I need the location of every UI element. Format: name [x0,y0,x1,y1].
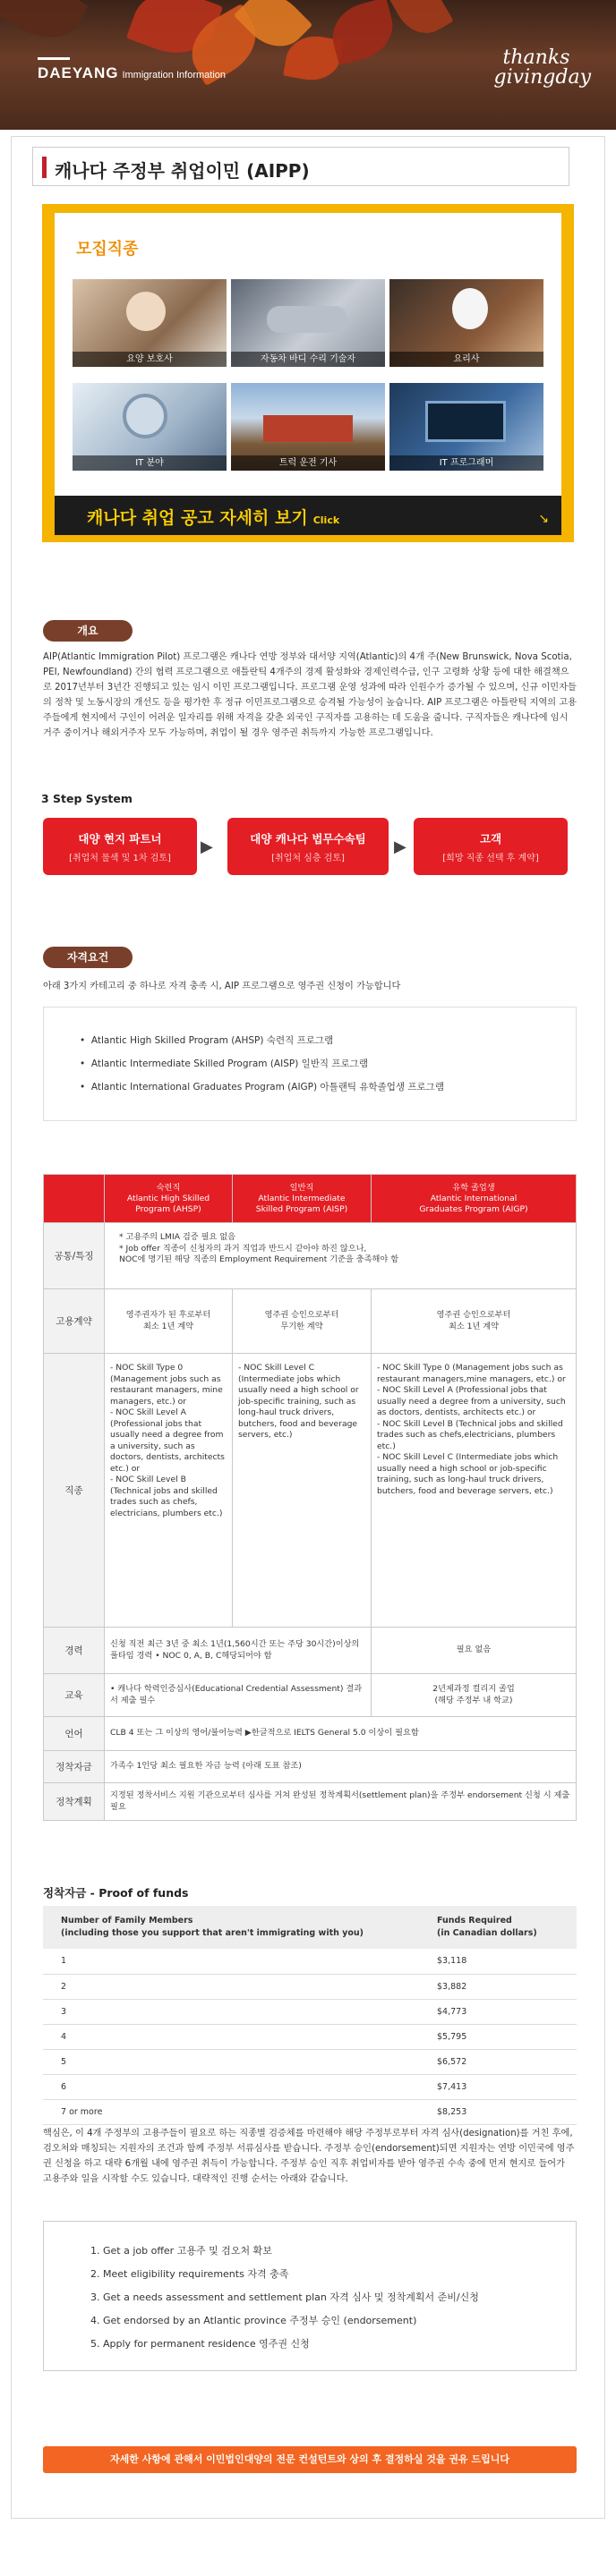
job-caption: 요양 보호사 [73,352,227,367]
process-step: 4. Get endorsed by an Atlantic province 주정부 승인 (endorsement) [90,2315,417,2326]
funds-cell: $6,572 [419,2049,577,2074]
row-header: 직종 [44,1354,105,1628]
program-name: Atlantic International Graduates Program (AIGP) 아틀랜틱 유학졸업생 프로그램 [90,1082,444,1092]
photo-figure [452,288,488,329]
step-arrow-icon: ▶ [201,837,213,856]
funds-cell: $8,253 [419,2099,577,2124]
funds-cell: $3,882 [419,1974,577,1999]
step-main: 고객 [479,832,502,846]
process-step: 1. Get a job offer 고용주 및 검오처 확보 [90,2245,272,2257]
empty-header-cell [44,1175,105,1223]
summary-text: 핵심은, 이 4개 주정부의 고용주들이 필요로 하는 직종별 검증체를 마련해야 해당 주정부로부터 자격 심사(designation)를 거친 후에, 검오처와 매칭되는 지원자의 조건과 함께 주정부 서류심사를 받습니다. 주정부 승인(endorsement)되면 지원자는 연방 이민국에 영주권 신청을 하고 대략 6개월 내에 영주권 취득이 가능합니다. 주정부 승인 직후 취업비자를 받아 영주권 수속 중에 먼저 현지로 들어가 고용주와 일을 시작할 수도 있습니다. 대략적인 진행 순서는 아래와 같습니다. [43,2129,575,2184]
cell: - NOC Skill Type 0 (Management jobs such as restaurant managers, mine managers, etc.) or - NOC Skill Level A (Professional jobs that usually need a degree from a university, such as doctors, dentists, architects etc.) or - NOC Skill Level B (Technical jobs and skilled trades such as chefs, electricians, plumbers etc.) [105,1354,233,1628]
row-header: 정착계획 [44,1783,105,1821]
row-header: 언어 [44,1717,105,1751]
autumn-leaf-decoration [388,0,453,43]
table-row [44,1628,577,1674]
header-en: Skilled Program (AISP) [255,1203,348,1214]
members-cell: 5 [43,2049,419,2074]
job-posting-text: 캐나다 취업 공고 자세히 보기 [87,508,308,528]
table-row [44,1354,577,1628]
header-ko: 숙련직 [156,1182,181,1193]
program-name: Atlantic Intermediate Skilled Program (AISP) 일반직 프로그램 [90,1058,368,1069]
job-posting-link[interactable] [55,496,561,535]
eligibility-intro: 아래 3가지 카테고리 중 하나로 자격 충족 시, AIP 프로그램으로 영주권 신청이 가능합니다 [43,982,401,991]
header-ahsp [105,1175,233,1223]
funds-cell: $3,118 [419,1949,577,1974]
cell: 영주권자가 된 후로부터 최소 1년 계약 [105,1289,233,1354]
thanks-line-2: givingday [493,66,591,89]
program-item: • Atlantic International Graduates Program (AIGP) 아틀랜틱 유학졸업생 프로그램 [80,1082,444,1092]
table-header-row [44,1175,577,1223]
funds-col-required: Funds Required (in Canadian dollars) [419,1906,577,1949]
job-thumb-auto-body[interactable] [231,279,385,367]
step-sub: [취업처 물색 및 1차 검토] [69,854,171,863]
cell: - NOC Skill Level C (Intermediate jobs which usually need a high school or job-specific training, such as long-haul truck drivers, butchers, food and beverage servers, etc.) [233,1354,372,1628]
job-caption: IT 프로그래머 [389,455,543,471]
jobs-heading: 모집직종 [76,240,139,259]
program-item: • Atlantic High Skilled Program (AHSP) 숙련직 프로그램 [80,1035,334,1046]
program-list [44,1007,576,1099]
cell: CLB 4 또는 그 이상의 영어/불어능력 ▶한글적으로 IELTS General 5.0 이상이 필요함 [105,1717,577,1751]
table-row [43,1974,577,1999]
step-1 [43,818,197,875]
table-row [43,2099,577,2124]
header-en: Atlantic High Skilled [126,1193,210,1203]
photo-figure [267,306,347,333]
cell: • 캐나다 학력인증심사(Educational Credential Assessment) 결과서 제출 필수 [105,1674,372,1717]
step-sub: [취업처 심층 검토] [271,854,345,863]
funds-title: 정착자금 - Proof of funds [43,1886,189,1900]
cell: 지정된 정착서비스 지원 기관으로부터 심사를 거쳐 완성된 정착계획서(settlement plan)을 주정부 endorsement 신청 시 제출 필요 [105,1783,577,1821]
row-header: 정착자금 [44,1751,105,1783]
arrow-icon: ↘ [538,512,549,526]
site-logo[interactable] [38,64,226,82]
header-en: Atlantic Intermediate [258,1193,346,1203]
common-line: * Job offer 직종이 신청자의 과거 직업과 반드시 같아야 하진 않으나, [119,1243,367,1254]
members-cell: 7 or more [43,2099,419,2124]
cell: 가족수 1인당 최소 필요한 자금 능력 (아래 도표 참조) [105,1751,577,1783]
job-caption: 자동차 바디 수리 기술자 [231,352,385,367]
process-steps-list [44,2222,576,2356]
row-header: 경력 [44,1628,105,1674]
cell: 영주권 승인으로부터 최소 1년 계약 [372,1289,577,1354]
members-cell: 3 [43,1999,419,2024]
page-title: 캐나다 주정부 취업이민 (AIPP) [55,160,310,182]
row-header: 교육 [44,1674,105,1717]
cell: 2년제과정 컬리지 졸업 (해당 주정부 내 학교) [372,1674,577,1717]
step-arrow-icon: ▶ [394,837,406,856]
step-3 [414,818,568,875]
process-step: 2. Meet eligibility requirements 자격 충족 [90,2268,289,2280]
common-cell [105,1223,577,1289]
three-step-title: 3 Step System [41,792,133,805]
program-comparison-table [43,1174,577,1821]
table-row [44,1289,577,1354]
consultation-notice: 자세한 사항에 관해서 이민법인대양의 전문 컨설턴트와 상의 후 결정하실 것을 권유 드립니다 [43,2446,577,2473]
members-cell: 1 [43,1949,419,1974]
table-row [44,1717,577,1751]
program-list-box [43,1007,577,1121]
job-thumb-it[interactable] [73,383,227,471]
thanks-line-1: thanks [502,47,570,69]
process-step: 5. Apply for permanent residence 영주권 신청 [90,2338,310,2350]
eligibility-label: 자격요건 [43,947,133,968]
cell: 영주권 승인으로부터 무기한 계약 [233,1289,372,1354]
title-accent-bar [42,157,47,178]
members-cell: 4 [43,2024,419,2049]
program-item: • Atlantic Intermediate Skilled Program (AISP) 일반직 프로그램 [80,1058,368,1069]
table-row [43,2074,577,2099]
job-caption: 트럭 운전 기사 [231,455,385,471]
header-banner [0,0,616,130]
funds-col-members: Number of Family Members (including those you support that aren't immigrating with you) [43,1906,419,1949]
jobs-inner [55,213,561,496]
funds-cell: $7,413 [419,2074,577,2099]
autumn-leaf-decoration [0,0,89,52]
autumn-leaf-decoration [325,0,399,65]
job-thumb-cook[interactable] [389,279,543,367]
header-en: Graduates Program (AIGP) [419,1203,528,1214]
table-row [43,1999,577,2024]
process-steps-box [43,2221,577,2371]
thanksgiving-lettering [494,48,591,88]
photo-figure [425,401,506,442]
job-thumb-caregiver[interactable] [73,279,227,367]
table-row [44,1674,577,1717]
common-line: NOC에 명기된 해당 직종의 Employment Requirement 기준을 충족해야 함 [119,1254,399,1264]
table-row [43,1949,577,1974]
job-posting-label [87,505,339,529]
logo-brand: DAEYANG [38,64,119,81]
row-header: 공통/특징 [44,1223,105,1289]
job-thumb-truck[interactable] [231,383,385,471]
funds-cell: $5,795 [419,2024,577,2049]
cell: 필요 없음 [372,1628,577,1674]
step-main: 대양 현지 파트너 [78,832,162,846]
process-step: 3. Get a needs assessment and settlement plan 자격 심사 및 정착계획서 준비/신청 [90,2291,479,2303]
logo-subtitle: Immigration Information [122,70,226,81]
step-main: 대양 캐나다 법무수속팀 [250,832,366,846]
step-2 [227,818,389,875]
job-caption: 요리사 [389,352,543,367]
header-aigp [372,1175,577,1223]
funds-header-row [43,1906,577,1949]
row-header: 고용계약 [44,1289,105,1354]
page-title-box [32,147,569,186]
cell: 신청 직전 최근 3년 중 최소 1년(1,560시간 또는 주당 30시간)이상의 풀타임 경력 • NOC 0, A, B, C해당되어야 함 [105,1628,372,1674]
funds-cell: $4,773 [419,1999,577,2024]
job-caption: IT 분야 [73,455,227,471]
table-row [43,2024,577,2049]
step-sub: [희망 직종 선택 후 계약] [442,854,539,863]
table-row [44,1751,577,1783]
click-label: Click [312,514,340,526]
header-en: Program (AHSP) [135,1203,201,1214]
members-cell: 2 [43,1974,419,1999]
photo-figure [126,292,166,331]
header-aisp [233,1175,372,1223]
overview-text: AIP(Atlantic Immigration Pilot) 프로그램은 캐나다 연방 정부와 대서양 지역(Atlantic)의 4개 주(New Brunswick, Nova Scotia, PEI, Newfoundland) 간의 협력 프로그램으로 애틀란틱 4개주의 경제 활성화와 경제인력수급, 인구 고령화 상황 등에 대한 해결책으로 2017년부터 3년간 진행되고 있는 임시 이민 프로그램입니다. 프로그램 운영 성과에 따라 인원수가 증가될 수 있으며, 신규 이민자들의 정착 및 노동시장의 개선도 등을 평가한 후 정규 이민프로그램으로 승격될 가능성이 높습니다. AIP 프로그램은 아틀란틱 지역의 고용주들에게 현지에서 구인이 어려운 일자리를 위해 자격을 갖춘 외국인 구직자를 고용하는 데 도움을 줍니다. 구직자들은 캐나다에 임시 거주 중이거나 해외거주자 모두 가능하며, 취업이 될 경우 영주권 취득까지 가능한 프로그램입니다. [43,652,577,738]
logo-bar [38,57,70,60]
table-row [44,1783,577,1821]
header-ko: 일반직 [289,1182,314,1193]
funds-table [43,1906,577,2125]
program-name: Atlantic High Skilled Program (AHSP) 숙련직 프로그램 [90,1035,334,1046]
common-line: * 고용주의 LMIA 검증 필요 없음 [119,1232,235,1242]
cell: - NOC Skill Type 0 (Management jobs such as restaurant managers,mine managers, etc.) or - NOC Skill Level A (Professional jobs that usually need a degree from a university, such as doctors, dentists, architects etc.) or - NOC Skill Level B (Technical jobs and skilled trades such as chefs,electricians, plumbers etc.) - NOC Skill Level C (Intermediate jobs which usually need a high school or job-specific training, such as long-haul truck drivers, butchers, food and beverage servers, etc.) [372,1354,577,1628]
table-row [44,1223,577,1289]
photo-figure [123,394,167,438]
overview-label: 개요 [43,620,133,642]
members-cell: 6 [43,2074,419,2099]
photo-figure [263,415,353,442]
jobs-panel [42,204,574,542]
table-row [43,2049,577,2074]
header-ko: 유학 졸업생 [452,1182,495,1193]
job-thumb-programmer[interactable] [389,383,543,471]
header-en: Atlantic International [430,1193,518,1203]
